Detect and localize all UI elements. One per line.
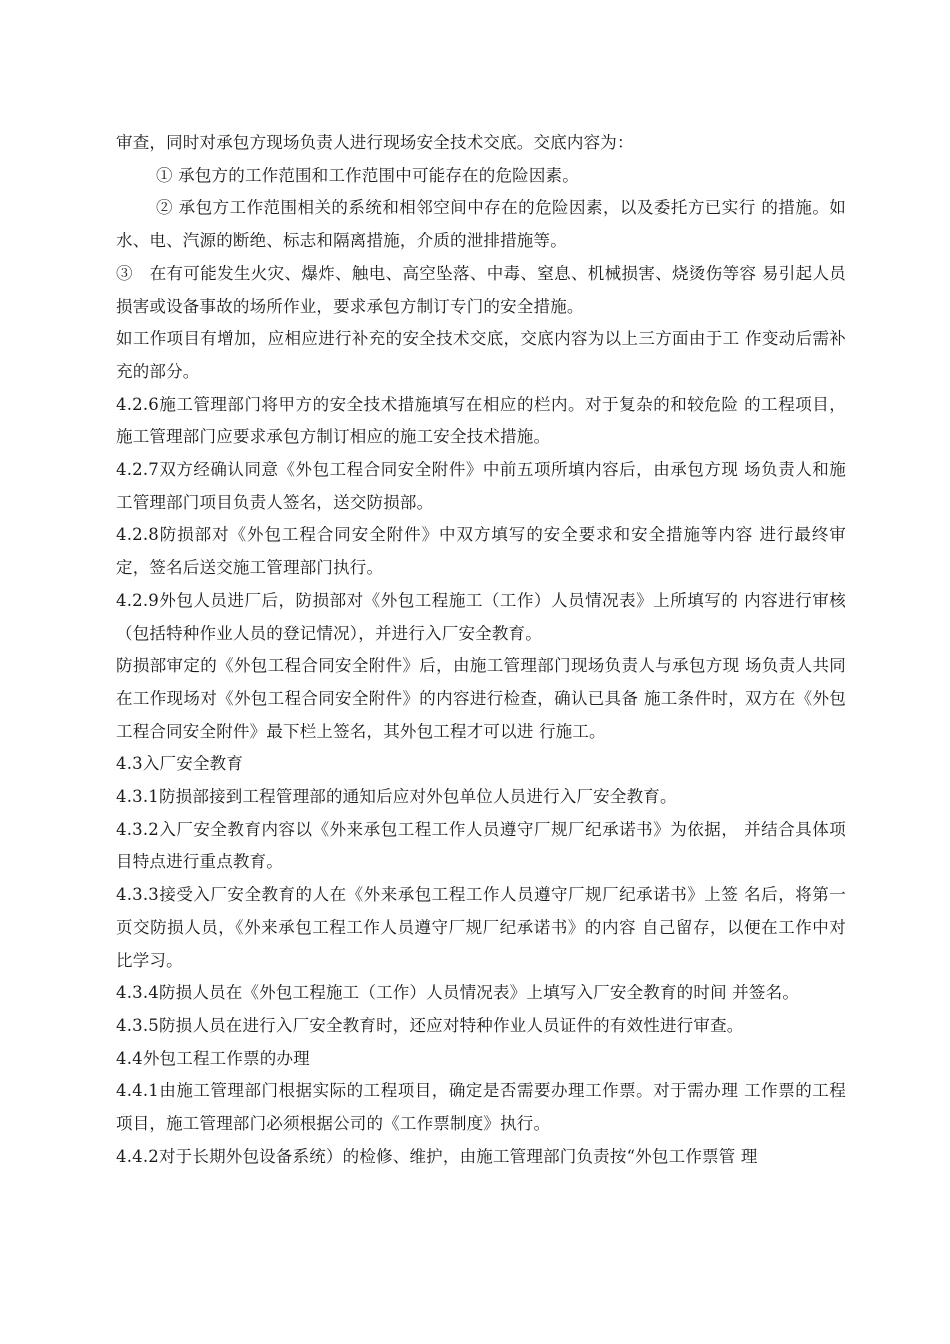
paragraph-4-3-5: 4.3.5防损人员在进行入厂安全教育时，还应对特种作业人员证件的有效性进行审查。 xyxy=(116,1015,744,1035)
section-heading-4-3: 4.3入厂安全教育 xyxy=(116,754,244,774)
paragraph-4-3-2: 4.3.2入厂安全教育内容以《外来承包工程工作人员遵守厂规厂纪承诺书》为依据， 并结合具体项目特点进行重点教育。 xyxy=(116,819,846,872)
document-page xyxy=(116,127,846,1174)
paragraph-4-3-4: 4.3.4防损人员在《外包工程施工（工作）人员情况表》上填写入厂安全教育的时间 并签名。 xyxy=(116,983,800,1003)
paragraph-4-2-9: 4.2.9外包人员进厂后，防损部对《外包工程施工（工作）人员情况表》上所填写的 内容进行审核（包括特种作业人员的登记情况），并进行入厂安全教育。 xyxy=(116,590,846,643)
section-heading-4-4: 4.4外包工程工作票的办理 xyxy=(116,1048,310,1068)
paragraph-item-2-related-systems: ② 承包方工作范围相关的系统和相邻空间中存在的危险因素，以及委托方已实行 的措施。如水、电、汽源的断绝、标志和隔离措施，介质的泄排措施等。 xyxy=(116,198,846,251)
paragraph-item-3-special-measures: ③ 在有可能发生火灾、爆炸、触电、高空坠落、中毒、窒息、机械损害、烧烫伤等容 易引起人员损害或设备事故的场所作业，要求承包方制订专门的安全措施。 xyxy=(116,263,846,316)
paragraph-4-3-1: 4.3.1防损部接到工程管理部的通知后应对外包单位人员进行入厂安全教育。 xyxy=(116,787,677,807)
paragraph-4-4-1: 4.4.1由施工管理部门根据实际的工程项目，确定是否需要办理工作票。对于需办理 工作票的工程项目，施工管理部门必须根据公司的《工作票制度》执行。 xyxy=(116,1081,846,1134)
paragraph-4-3-3: 4.3.3接受入厂安全教育的人在《外来承包工程工作人员遵守厂规厂纪承诺书》上签 名后，将第一页交防损人员，《外来承包工程工作人员遵守厂规厂纪承诺书》的内容 自己留存，以便在工作中对比学习。 xyxy=(116,885,846,970)
paragraph-4-2-6: 4.2.6施工管理部门将甲方的安全技术措施填写在相应的栏内。对于复杂的和较危险 的工程项目，施工管理部门应要求承包方制订相应的施工安全技术措施。 xyxy=(116,394,846,447)
paragraph-4-4-2: 4.4.2对于长期外包设备系统）的检修、维护，由施工管理部门负责按“外包工作票管 理 xyxy=(116,1146,758,1166)
paragraph-site-inspection-signoff: 防损部审定的《外包工程合同安全附件》后，由施工管理部门现场负责人与承包方现 场负责人共同在工作现场对《外包工程合同安全附件》的内容进行检查，确认已具备 施工条件时，双方在《外包工程合同安全附件》最下栏上签名，其外包工程才可以进 行施工。 xyxy=(116,656,846,741)
paragraph-item-1-scope-hazards: ① 承包方的工作范围和工作范围中可能存在的危险因素。 xyxy=(156,165,579,185)
paragraph-supplementary-briefing: 如工作项目有增加，应相应进行补充的安全技术交底，交底内容为以上三方面由于工 作变动后需补充的部分。 xyxy=(116,329,846,381)
paragraph-review-intro: 审查，同时对承包方现场负责人进行现场安全技术交底。交底内容为： xyxy=(116,133,634,152)
paragraph-4-2-8: 4.2.8防损部对《外包工程合同安全附件》中双方填写的安全要求和安全措施等内容 进行最终审定，签名后送交施工管理部门执行。 xyxy=(116,525,846,578)
paragraph-4-2-7: 4.2.7双方经确认同意《外包工程合同安全附件》中前五项所填内容后，由承包方现 场负责人和施工管理部门项目负责人签名，送交防损部。 xyxy=(116,460,846,512)
